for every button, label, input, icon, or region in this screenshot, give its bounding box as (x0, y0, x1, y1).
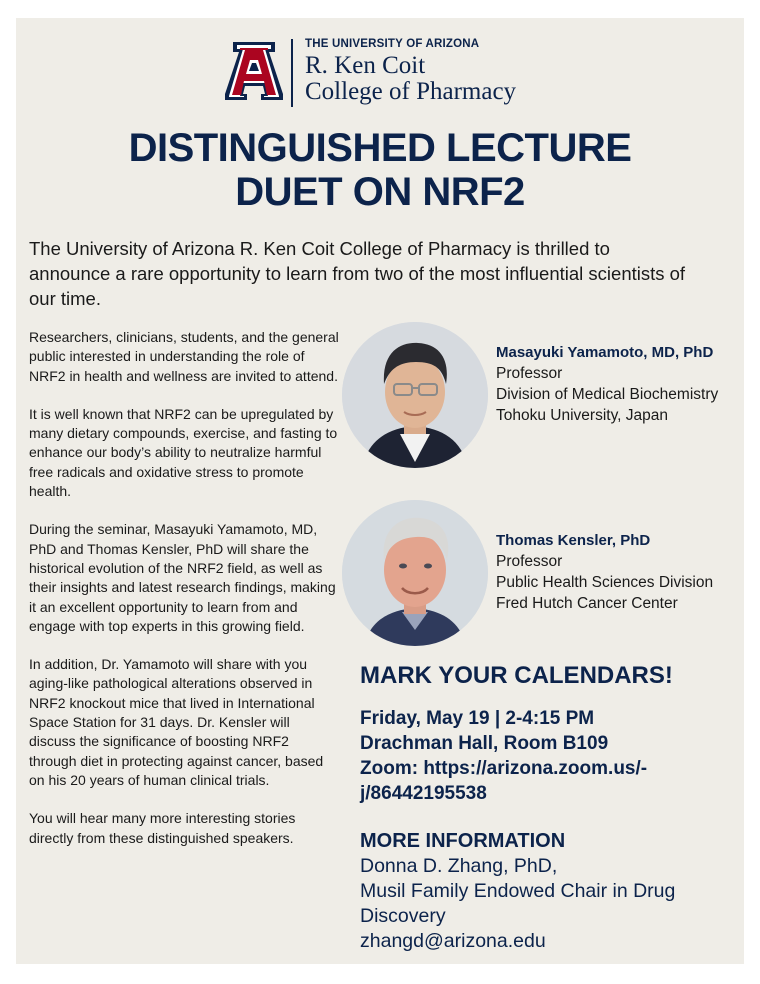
calendar-heading: MARK YOUR CALENDARS! (360, 662, 673, 689)
speaker-institution: Fred Hutch Cancer Center (496, 595, 678, 612)
speaker-institution: Tohoku University, Japan (496, 407, 669, 424)
logo-divider (291, 39, 293, 107)
description-paragraph: Researchers, clinicians, students, and the general public interested in understanding the role of NRF2 in health and wellness are invited to attend. (29, 329, 339, 384)
event-zoom-link[interactable]: Zoom: https://arizona.zoom.us/-j/86442195538 (360, 758, 648, 804)
university-name: THE UNIVERSITY OF ARIZONA (305, 38, 480, 50)
intro-paragraph: The University of Arizona R. Ken Coit College of Pharmacy is thrilled to announce a rare opportunity to learn from two of the most influential scientists of our time. (29, 238, 686, 309)
description-paragraph: During the seminar, Masayuki Yamamoto, MD, PhD and Thomas Kensler, PhD will share the historical evolution of the NRF2 field, as well as their insights and latest research findings, making it an excellent opportunity to learn from and engage with top experts in this growing field. (29, 521, 336, 634)
speaker-kensler (496, 530, 746, 614)
contact-details (360, 854, 744, 954)
college-name-line1: R. Ken Coit (305, 52, 426, 79)
description-paragraph: In addition, Dr. Yamamoto will share with you aging-like pathological alterations observed in NRF2 knockout mice that lived in International Space Station for 31 days. Dr. Kensler will discuss the significance of boosting NRF2 through diet in protecting against cancer, based on his 20 years of human clinical trials. (29, 656, 324, 788)
speaker-photo-yamamoto (342, 322, 488, 468)
contact-email[interactable]: zhangd@arizona.edu (360, 930, 546, 952)
speaker-department: Division of Medical Biochemistry (496, 386, 719, 403)
more-info-heading: MORE INFORMATION (360, 830, 566, 852)
description-paragraph: It is well known that NRF2 can be upregulated by many dietary compounds, exercise, and fasting to enhance our body’s ability to neutralize harmful free radicals and oxidative stress to promote health. (29, 405, 338, 500)
title-line2: DUET ON NRF2 (235, 170, 525, 214)
title-line1: DISTINGUISHED LECTURE (128, 126, 632, 170)
speaker-name: Thomas Kensler, PhD (496, 532, 651, 549)
arizona-a-icon (223, 38, 285, 100)
speaker-yamamoto (496, 342, 746, 426)
event-date-time: Friday, May 19 | 2-4:15 PM (360, 708, 595, 729)
event-details (360, 706, 740, 806)
speaker-title: Professor (496, 553, 563, 570)
contact-position: Musil Family Endowed Chair in Drug Discovery (360, 880, 676, 927)
college-name-line2: College of Pharmacy (305, 78, 517, 105)
contact-name: Donna D. Zhang, PhD, (360, 855, 558, 877)
speaker-title: Professor (496, 365, 563, 382)
description-column (29, 328, 339, 867)
speaker-department: Public Health Sciences Division (496, 574, 714, 591)
flyer (16, 18, 744, 964)
speaker-name: Masayuki Yamamoto, MD, PhD (496, 344, 714, 361)
description-paragraph: You will hear many more interesting stories directly from these distinguished speakers. (29, 810, 296, 846)
speaker-photo-kensler (342, 500, 488, 646)
university-logo (223, 38, 553, 108)
event-location: Drachman Hall, Room B109 (360, 733, 609, 754)
